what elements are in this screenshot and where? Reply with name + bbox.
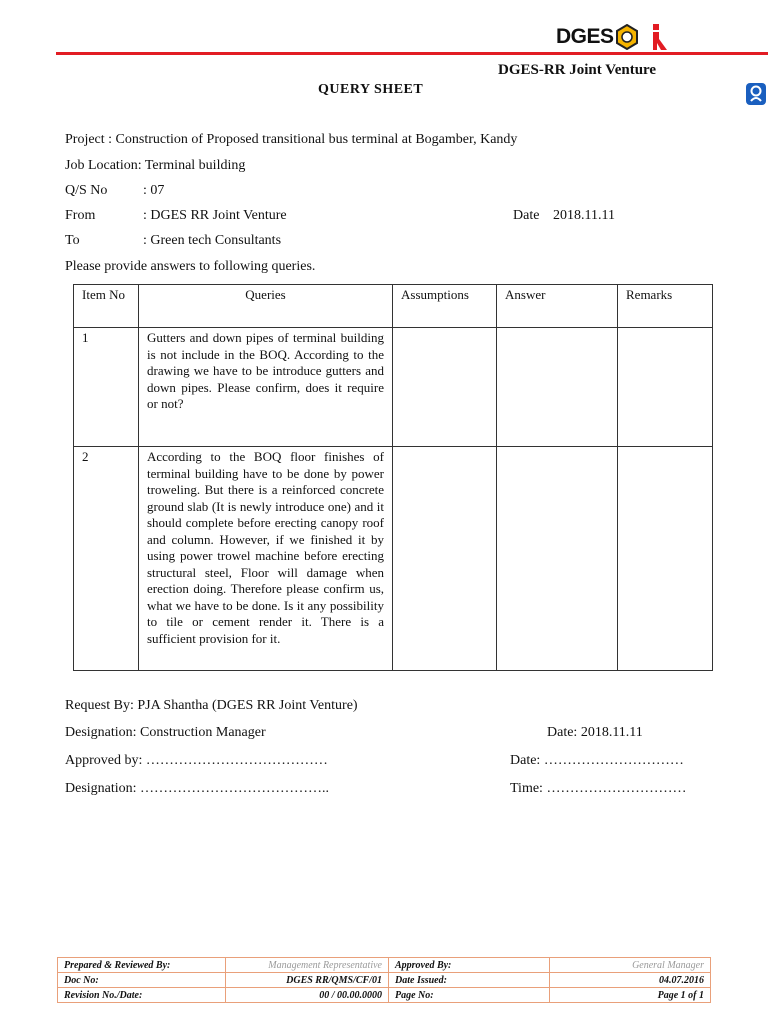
page-no-value: Page 1 of 1 xyxy=(550,988,711,1003)
header-assumptions: Assumptions xyxy=(393,285,497,328)
job-location: Job Location: Terminal building xyxy=(65,158,246,173)
page-title: QUERY SHEET xyxy=(318,82,424,97)
prepared-label: Prepared & Reviewed By: xyxy=(58,958,226,973)
approved-value: General Manager xyxy=(550,958,711,973)
from-label: From xyxy=(65,208,96,223)
query-table xyxy=(73,284,713,671)
footer-row xyxy=(58,973,711,988)
hex-nut-icon xyxy=(615,24,639,50)
item-number: 2 xyxy=(74,447,139,671)
designation-line: Designation: Construction Manager xyxy=(65,725,266,740)
approver-designation-field[interactable]: Designation: ………………………………….. xyxy=(65,781,330,796)
header-item-no: Item No xyxy=(74,285,139,328)
assumption-cell[interactable] xyxy=(393,328,497,447)
item-number: 1 xyxy=(74,328,139,447)
request-date: Date: 2018.11.11 xyxy=(547,725,643,740)
assumption-cell[interactable] xyxy=(393,447,497,671)
table-row xyxy=(74,328,713,447)
company-name: DGES-RR Joint Venture xyxy=(498,62,657,78)
company-logo xyxy=(556,20,671,54)
header-remarks: Remarks xyxy=(618,285,713,328)
answer-cell[interactable] xyxy=(497,328,618,447)
footer-row xyxy=(58,958,711,973)
logo-text: DGES xyxy=(556,25,614,48)
doc-no-value: DGES RR/QMS/CF/01 xyxy=(226,973,389,988)
approved-label: Approved By: xyxy=(389,958,550,973)
document-badge-icon[interactable] xyxy=(745,82,767,106)
query-text: According to the BOQ floor finishes of terminal building have to be done by power troweling. But there is a reinforced concrete ground slab (It is newly introduce one) and it should complete before erecting canopy roof and column. However, if we finished it by using power trowel machine before erecting structural steel, Floor will damage when erection doing. Therefore please confirm us, what we have to be done. Is it any possibility to tile or cement render it. There is a sufficient provision for it. xyxy=(139,447,393,671)
remarks-cell[interactable] xyxy=(618,447,713,671)
date-issued-label: Date Issued: xyxy=(389,973,550,988)
answer-cell[interactable] xyxy=(497,447,618,671)
rr-figure-icon xyxy=(649,22,671,52)
revision-label: Revision No./Date: xyxy=(58,988,226,1003)
date-value: 2018.11.11 xyxy=(553,208,615,223)
prepared-value: Management Representative xyxy=(226,958,389,973)
instruction-text: Please provide answers to following queries. xyxy=(65,259,316,274)
qs-value: : 07 xyxy=(143,183,165,198)
page-no-label: Page No: xyxy=(389,988,550,1003)
qs-label: Q/S No xyxy=(65,183,108,198)
table-header-row xyxy=(74,285,713,328)
date-label: Date xyxy=(513,208,540,223)
approval-time-field[interactable]: Time: ………………………… xyxy=(510,781,687,796)
footer-row xyxy=(58,988,711,1003)
table-row xyxy=(74,447,713,671)
header-rule xyxy=(56,52,768,55)
query-text: Gutters and down pipes of terminal building is not include in the BOQ. According to the drawing we have to be introduce gutters and down pipes. Please confirm, does it require or not? xyxy=(139,328,393,447)
header-queries: Queries xyxy=(139,285,393,328)
request-by: Request By: PJA Shantha (DGES RR Joint Venture) xyxy=(65,698,358,713)
date-issued-value: 04.07.2016 xyxy=(550,973,711,988)
to-label: To xyxy=(65,233,80,248)
project-line: Project : Construction of Proposed transitional bus terminal at Bogamber, Kandy xyxy=(65,132,518,147)
approved-by-field[interactable]: Approved by: ………………………………… xyxy=(65,753,328,768)
from-value: : DGES RR Joint Venture xyxy=(143,208,287,223)
revision-value: 00 / 00.00.0000 xyxy=(226,988,389,1003)
doc-no-label: Doc No: xyxy=(58,973,226,988)
approval-date-field[interactable]: Date: ………………………… xyxy=(510,753,684,768)
header-answer: Answer xyxy=(497,285,618,328)
document-control-footer xyxy=(57,957,711,1003)
remarks-cell[interactable] xyxy=(618,328,713,447)
to-value: : Green tech Consultants xyxy=(143,233,282,248)
